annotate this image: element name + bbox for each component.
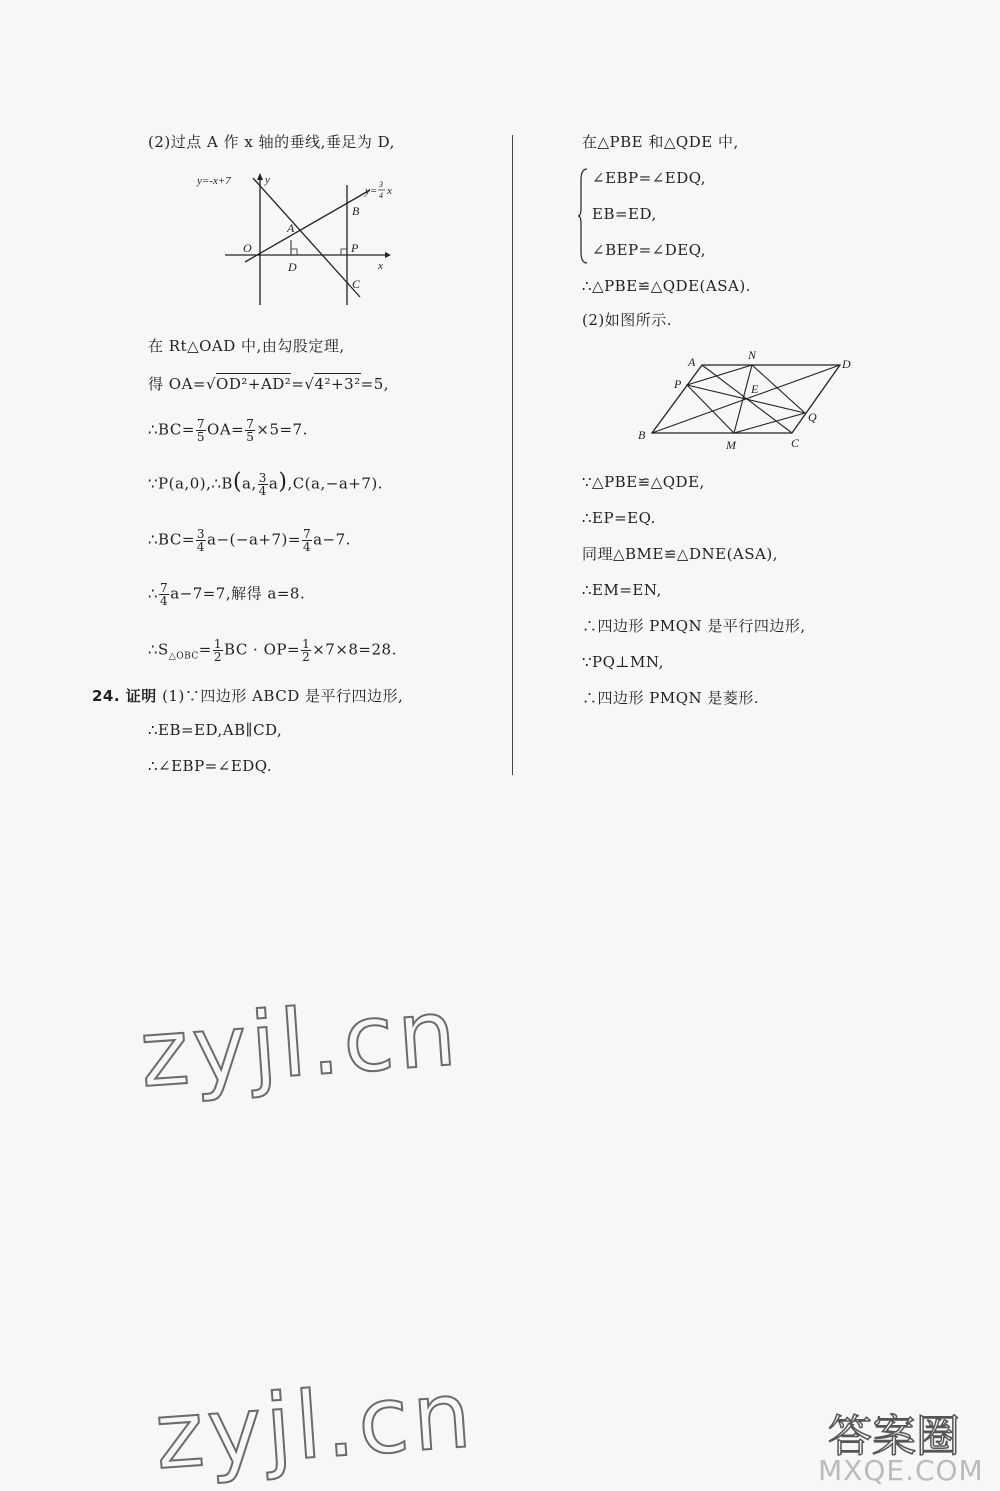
watermark-1: zyjl.cn — [136, 978, 464, 1109]
y-axis-arrow — [257, 173, 263, 180]
coordinate-graph — [195, 170, 395, 310]
point-coordinates: ∵P(a,0),∴B(a, $\frac{3}{4}$ a),C(a,−a+7). — [148, 469, 383, 498]
fig-label-m: M — [726, 438, 736, 452]
label-d: D — [288, 260, 297, 274]
bc-equation-1: ∴BC= $\frac{7}{5}$ OA= $\frac{7}{5}$ ×5=7. — [148, 417, 308, 444]
question-24-label: 24. 证明 — [92, 687, 157, 705]
right-line-11: ∴四边形 PMQN 是平行四边形, — [582, 617, 806, 635]
q24-line-2: ∴EB=ED,AB∥CD, — [148, 721, 283, 739]
label-a: A — [287, 221, 295, 235]
column-divider — [512, 135, 513, 775]
segment-mn — [734, 365, 752, 433]
question-24 — [92, 686, 403, 706]
right-line-4: ∠BEP=∠DEQ, — [592, 241, 707, 259]
logo-sub-text: MXQE.COM — [818, 1454, 984, 1487]
oa-equation: 得 OA=√OD²+AD²=√4²+3²=5, — [148, 375, 390, 393]
right-line-12: ∵PQ⊥MN, — [582, 653, 664, 671]
solve-a-line: ∴ $\frac{7}{4}$ a−7=7,解得 a=8. — [148, 581, 306, 608]
right-angle-d — [291, 249, 297, 255]
part2-intro: (2)过点 A 作 x 轴的垂线,垂足为 D, — [148, 133, 395, 151]
right-line-6: (2)如图所示. — [582, 311, 673, 329]
watermark-2: zyjl.cn — [151, 1360, 479, 1491]
right-line-1: 在△PBE 和△QDE 中, — [582, 133, 739, 151]
label-y: y — [265, 174, 270, 186]
label-o: O — [243, 241, 252, 255]
question-24-text: (1)∵四边形 ABCD 是平行四边形, — [162, 687, 404, 705]
fig-label-e: E — [751, 382, 759, 396]
label-line2-num: 3 — [379, 180, 383, 189]
q24-line-3: ∴∠EBP=∠EDQ. — [148, 757, 273, 775]
right-line-5: ∴△PBE≌△QDE(ASA). — [582, 277, 751, 295]
label-x: x — [378, 260, 383, 272]
fig-label-n: N — [748, 348, 757, 362]
right-line-3: EB=ED, — [592, 205, 657, 223]
line-neg-x-plus-7 — [253, 178, 360, 297]
label-line2-left: y= — [365, 185, 378, 197]
system-brace — [578, 168, 588, 264]
right-line-8: ∴EP=EQ. — [582, 509, 656, 527]
label-line2-den: 4 — [379, 191, 383, 200]
fig-label-a: A — [688, 355, 696, 369]
label-line2-right: x — [387, 185, 392, 197]
right-line-9: 同理△BME≌△DNE(ASA), — [582, 545, 778, 563]
right-line-2: ∠EBP=∠EDQ, — [592, 169, 707, 187]
parallelogram-figure — [630, 345, 860, 455]
rt-triangle-line: 在 Rt△OAD 中,由勾股定理, — [148, 337, 345, 355]
right-line-10: ∴EM=EN, — [582, 581, 662, 599]
label-p: P — [351, 241, 359, 255]
right-line-7: ∵△PBE≌△QDE, — [582, 473, 705, 491]
site-logo — [818, 1400, 998, 1490]
right-line-13: ∴四边形 PMQN 是菱形. — [582, 689, 760, 707]
fig-label-q: Q — [808, 410, 817, 424]
bc-equation-2: ∴BC= $\frac{3}{4}$ a−(−a+7)= $\frac{7}{4}$ a−7. — [148, 527, 351, 554]
label-b: B — [352, 204, 360, 218]
fig-label-d: D — [842, 357, 851, 371]
x-axis-arrow — [385, 252, 391, 258]
fig-label-p: P — [674, 377, 682, 391]
label-c: C — [352, 277, 361, 291]
label-line1: y=-x+7 — [197, 175, 231, 187]
area-line: $\therefore S_{\triangle OBC}=$ $\frac{1}{2}$ BC · OP= $\frac{1}{2}$ ×7×8=28. — [148, 637, 397, 664]
logo-main-text: 答案圈 — [828, 1411, 960, 1462]
fig-label-b: B — [638, 428, 646, 442]
fig-label-c: C — [791, 436, 800, 450]
right-angle-p — [341, 249, 347, 255]
